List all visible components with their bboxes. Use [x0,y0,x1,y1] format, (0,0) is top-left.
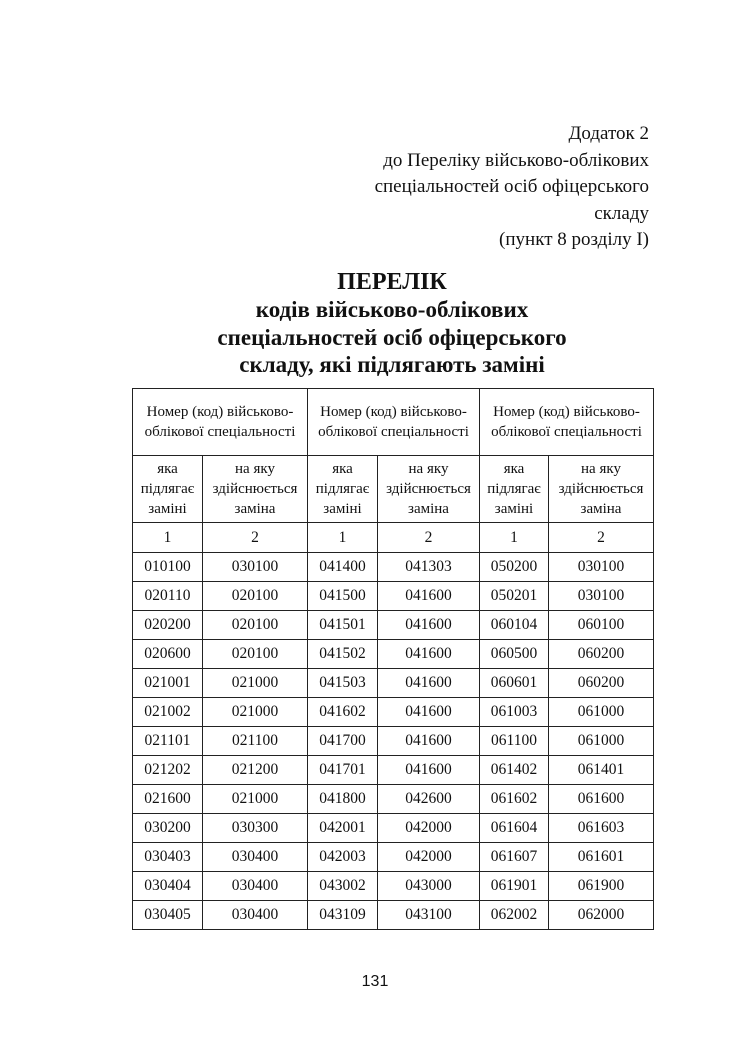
title-subtitle-line: спеціальностей осіб офіцерського [217,324,567,350]
sub-header-from: яка підлягає заміні [308,456,378,523]
group-header-row [133,389,654,456]
table-cell: 041600 [378,611,480,640]
table-cell: 021202 [133,756,203,785]
table-cell: 030100 [203,553,308,582]
table-cell: 030403 [133,843,203,872]
table-cell: 030200 [133,814,203,843]
table-cell: 043002 [308,872,378,901]
table-cell: 042000 [378,843,480,872]
table-cell: 043100 [378,901,480,930]
table-cell: 050200 [480,553,549,582]
table-row [133,727,654,756]
table-cell: 060200 [549,640,654,669]
table-cell: 061900 [549,872,654,901]
table-cell: 030300 [203,814,308,843]
table-cell: 061000 [549,727,654,756]
table-cell: 060200 [549,669,654,698]
appendix-line: спеціальностей осіб офіцерського [374,176,649,197]
table-cell: 020100 [203,582,308,611]
table-cell: 041600 [378,582,480,611]
table-cell: 041700 [308,727,378,756]
table-cell: 050201 [480,582,549,611]
table-cell: 060104 [480,611,549,640]
table-cell: 041501 [308,611,378,640]
table-cell: 041500 [308,582,378,611]
table-row [133,785,654,814]
table-cell: 041303 [378,553,480,582]
column-number: 1 [308,523,378,553]
table-cell: 041502 [308,640,378,669]
sub-header-to: на яку здійснюється заміна [378,456,480,523]
title-main: ПЕРЕЛІК [337,269,447,295]
table-cell: 021100 [203,727,308,756]
table-cell: 041701 [308,756,378,785]
table-cell: 041503 [308,669,378,698]
table-cell: 030400 [203,843,308,872]
table-row [133,582,654,611]
table-cell: 041600 [378,756,480,785]
table-cell: 043109 [308,901,378,930]
table-cell: 021101 [133,727,203,756]
table-cell: 020110 [133,582,203,611]
table-cell: 060601 [480,669,549,698]
table-row [133,611,654,640]
column-number: 1 [480,523,549,553]
group-header: Номер (код) військово-облікової спеціальності [308,389,480,456]
appendix-line: до Переліку військово-облікових [383,149,649,171]
table-cell: 021000 [203,698,308,727]
table-cell: 030100 [549,582,654,611]
table-cell: 010100 [133,553,203,582]
sub-header-row [133,456,654,523]
table-cell: 041600 [378,698,480,727]
column-number: 1 [133,523,203,553]
table-row [133,843,654,872]
table-cell: 042001 [308,814,378,843]
table-cell: 021600 [133,785,203,814]
table-cell: 060100 [549,611,654,640]
table-cell: 041800 [308,785,378,814]
table-row [133,814,654,843]
group-header: Номер (код) військово-облікової спеціальності [133,389,308,456]
table-cell: 060500 [480,640,549,669]
table-cell: 020600 [133,640,203,669]
table-cell: 061100 [480,727,549,756]
table-cell: 021002 [133,698,203,727]
sub-header-to: на яку здійснюється заміна [203,456,308,523]
page-number: 131 [361,973,389,990]
table-cell: 061601 [549,843,654,872]
table-row [133,640,654,669]
table-cell: 061402 [480,756,549,785]
table-cell: 021200 [203,756,308,785]
title-subtitle-line: кодів військово-облікових [255,297,529,322]
table-cell: 021001 [133,669,203,698]
table-cell: 041400 [308,553,378,582]
appendix-note [289,121,649,254]
table-cell: 021000 [203,669,308,698]
sub-header-to: на яку здійснюється заміна [549,456,654,523]
appendix-line: (пункт 8 розділу I) [499,229,649,250]
table-cell: 041600 [378,727,480,756]
table-cell: 061000 [549,698,654,727]
table-cell: 041602 [308,698,378,727]
table-cell: 061901 [480,872,549,901]
group-header: Номер (код) військово-облікової спеціальності [480,389,654,456]
document-title [132,268,652,379]
table-cell: 061003 [480,698,549,727]
table-cell: 061604 [480,814,549,843]
table-cell: 061401 [549,756,654,785]
table-cell: 020100 [203,611,308,640]
table-row [133,553,654,582]
codes-table [132,388,654,930]
table-cell: 030405 [133,901,203,930]
table-cell: 030400 [203,901,308,930]
title-subtitle-line: складу, які підлягають заміні [239,352,545,377]
table-row [133,698,654,727]
table-cell: 020200 [133,611,203,640]
table-row [133,901,654,930]
table-row [133,669,654,698]
table-cell: 041600 [378,640,480,669]
table-cell: 061603 [549,814,654,843]
sub-header-from: яка підлягає заміні [480,456,549,523]
appendix-line: Додаток 2 [568,123,649,144]
table-cell: 061600 [549,785,654,814]
table-cell: 062000 [549,901,654,930]
table-cell: 042000 [378,814,480,843]
column-number-row [133,523,654,553]
table-cell: 042600 [378,785,480,814]
table-cell: 061607 [480,843,549,872]
table-cell: 062002 [480,901,549,930]
table-cell: 021000 [203,785,308,814]
appendix-line: складу [594,202,649,224]
column-number: 2 [203,523,308,553]
sub-header-from: яка підлягає заміні [133,456,203,523]
table-cell: 041600 [378,669,480,698]
table-cell: 020100 [203,640,308,669]
column-number: 2 [378,523,480,553]
table-cell: 061602 [480,785,549,814]
table-cell: 030400 [203,872,308,901]
table-cell: 043000 [378,872,480,901]
column-number: 2 [549,523,654,553]
table-cell: 042003 [308,843,378,872]
table-row [133,756,654,785]
table-cell: 030100 [549,553,654,582]
table-row [133,872,654,901]
table-cell: 030404 [133,872,203,901]
